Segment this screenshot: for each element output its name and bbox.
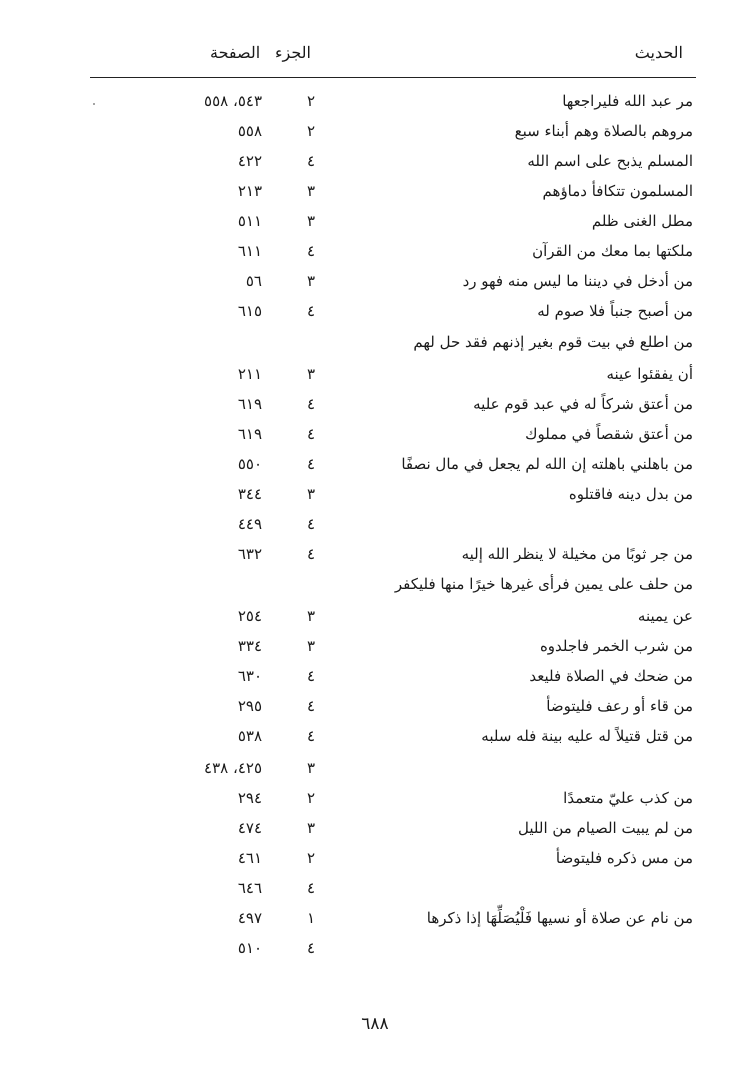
hadith-text: مر عبد الله فليراجعها (562, 92, 693, 110)
hadith-text: من نام عن صلاة أو نسيها فَلْيُصَلِّهَا إذا ذكرها (426, 909, 693, 927)
hadith-text: من لم يبيت الصيام من الليل (518, 819, 693, 837)
page-reference: ٥٤٣، ٥٥٨ (204, 92, 262, 110)
table-row (0, 419, 749, 449)
juz-number: ٤ (306, 939, 316, 957)
table-row (0, 86, 749, 116)
page-reference: ٥٥٨ (237, 122, 262, 140)
page-reference: ٥٦ (245, 272, 262, 290)
table-row (0, 873, 749, 903)
page-reference: ٦١٥ (237, 302, 262, 320)
table-row (0, 389, 749, 419)
table-row (0, 327, 749, 357)
column-header-page: الصفحة (210, 43, 261, 62)
hadith-text: من كذب عليّ متعمدًا (563, 789, 693, 807)
page-number: ٦٨٨ (361, 1014, 389, 1034)
juz-number: ٢ (306, 92, 316, 110)
juz-number: ٢ (306, 849, 316, 867)
page-reference: ٢٥٤ (237, 607, 262, 625)
page-reference: ٢١٣ (237, 182, 262, 200)
column-header-juz: الجزء (275, 43, 311, 62)
table-row (0, 691, 749, 721)
table-row (0, 509, 749, 539)
table-row (0, 783, 749, 813)
hadith-text: من اطلع في بيت قوم بغير إذنهم فقد حل لهم (413, 333, 693, 351)
table-row (0, 601, 749, 631)
hadith-text: من جر ثوبًا من مخيلة لا ينظر الله إليه (461, 545, 693, 563)
table-row (0, 206, 749, 236)
hadith-text: من باهلني باهلته إن الله لم يجعل في مال نصفًا (401, 455, 693, 473)
table-row (0, 296, 749, 326)
page-reference: ٦١٩ (237, 395, 262, 413)
page-reference: ٥١٠ (237, 939, 262, 957)
hadith-text: أن يفقئوا عينه (606, 365, 693, 383)
hadith-text: من شرب الخمر فاجلدوه (539, 637, 693, 655)
juz-number: ١ (306, 909, 316, 927)
page-reference: ٦٣٠ (237, 667, 262, 685)
table-row (0, 903, 749, 933)
table-row (0, 843, 749, 873)
juz-number: ٤ (306, 302, 316, 320)
juz-number: ٣ (306, 212, 316, 230)
table-row (0, 631, 749, 661)
hadith-text: من ضحك في الصلاة فليعد (529, 667, 693, 685)
juz-number: ٣ (306, 272, 316, 290)
juz-number: ٤ (306, 667, 316, 685)
hadith-text: المسلم يذبح على اسم الله (527, 152, 693, 170)
juz-number: ٤ (306, 242, 316, 260)
hadith-text: من مس ذكره فليتوضأ (555, 849, 693, 867)
table-row (0, 661, 749, 691)
juz-number: ٤ (306, 152, 316, 170)
hadith-text: مروهم بالصلاة وهم أبناء سبع (514, 122, 693, 140)
juz-number: ٤ (306, 455, 316, 473)
header-rule (90, 77, 696, 78)
table-row (0, 146, 749, 176)
page-reference: ٤٢٥، ٤٣٨ (204, 759, 262, 777)
table-row (0, 569, 749, 599)
page-reference: ٦٣٢ (237, 545, 262, 563)
juz-number: ٤ (306, 515, 316, 533)
juz-number: ٤ (306, 425, 316, 443)
juz-number: ٣ (306, 182, 316, 200)
juz-number: ٣ (306, 485, 316, 503)
juz-number: ٣ (306, 637, 316, 655)
table-row (0, 933, 749, 963)
juz-number: ٢ (306, 789, 316, 807)
page-reference: ٢٩٤ (237, 789, 262, 807)
table-row (0, 479, 749, 509)
page-reference: ٦٤٦ (237, 879, 262, 897)
page-reference: ٤٧٤ (237, 819, 262, 837)
table-row (0, 116, 749, 146)
page-reference: ٢١١ (237, 365, 262, 383)
table-row (0, 266, 749, 296)
page-reference: ٣٤٤ (237, 485, 262, 503)
page-reference: ٣٣٤ (237, 637, 262, 655)
page-reference: ٦١١ (237, 242, 262, 260)
column-header-hadith: الحديث (634, 43, 683, 62)
juz-number: ٣ (306, 365, 316, 383)
hadith-text: من أعتق شركاً له في عبد قوم عليه (473, 395, 693, 413)
juz-number: ٣ (306, 759, 316, 777)
hadith-text: من أدخل في ديننا ما ليس منه فهو رد (462, 272, 693, 290)
table-row (0, 359, 749, 389)
table-row (0, 176, 749, 206)
page-reference: ٤٦١ (237, 849, 262, 867)
juz-number: ٤ (306, 395, 316, 413)
page-reference: ٦١٩ (237, 425, 262, 443)
table-row (0, 449, 749, 479)
hadith-text: من بدل دينه فاقتلوه (568, 485, 693, 503)
page-reference: ٥١١ (237, 212, 262, 230)
page-reference: ٤٢٢ (237, 152, 262, 170)
juz-number: ٢ (306, 122, 316, 140)
juz-number: ٤ (306, 545, 316, 563)
page-reference: ٥٣٨ (237, 727, 262, 745)
hadith-text: عن يمينه (637, 607, 693, 625)
page-reference: ٤٤٩ (237, 515, 262, 533)
hadith-text: من حلف على يمين فرأى غيرها خيرًا منها فليكفر (394, 575, 693, 593)
table-row (0, 721, 749, 751)
juz-number: ٤ (306, 697, 316, 715)
hadith-text: مطل الغنى ظلم (591, 212, 693, 230)
table-row (0, 753, 749, 783)
hadith-text: ملكتها بما معك من القرآن (532, 242, 693, 260)
page-reference: ٤٩٧ (237, 909, 262, 927)
hadith-text: من أعتق شقصاً في مملوك (525, 425, 693, 443)
hadith-text: من قتل قتيلاً له عليه بينة فله سلبه (481, 727, 693, 745)
hadith-text: المسلمون تتكافأ دماؤهم (542, 182, 693, 200)
juz-number: ٣ (306, 819, 316, 837)
hadith-text: من أصبح جنباً فلا صوم له (537, 302, 693, 320)
juz-number: ٤ (306, 727, 316, 745)
hadith-text: من قاء أو رعف فليتوضأ (546, 697, 693, 715)
juz-number: ٤ (306, 879, 316, 897)
table-row (0, 236, 749, 266)
juz-number: ٣ (306, 607, 316, 625)
page-reference: ٢٩٥ (237, 697, 262, 715)
page-reference: ٥٥٠ (237, 455, 262, 473)
table-row (0, 539, 749, 569)
table-row (0, 813, 749, 843)
